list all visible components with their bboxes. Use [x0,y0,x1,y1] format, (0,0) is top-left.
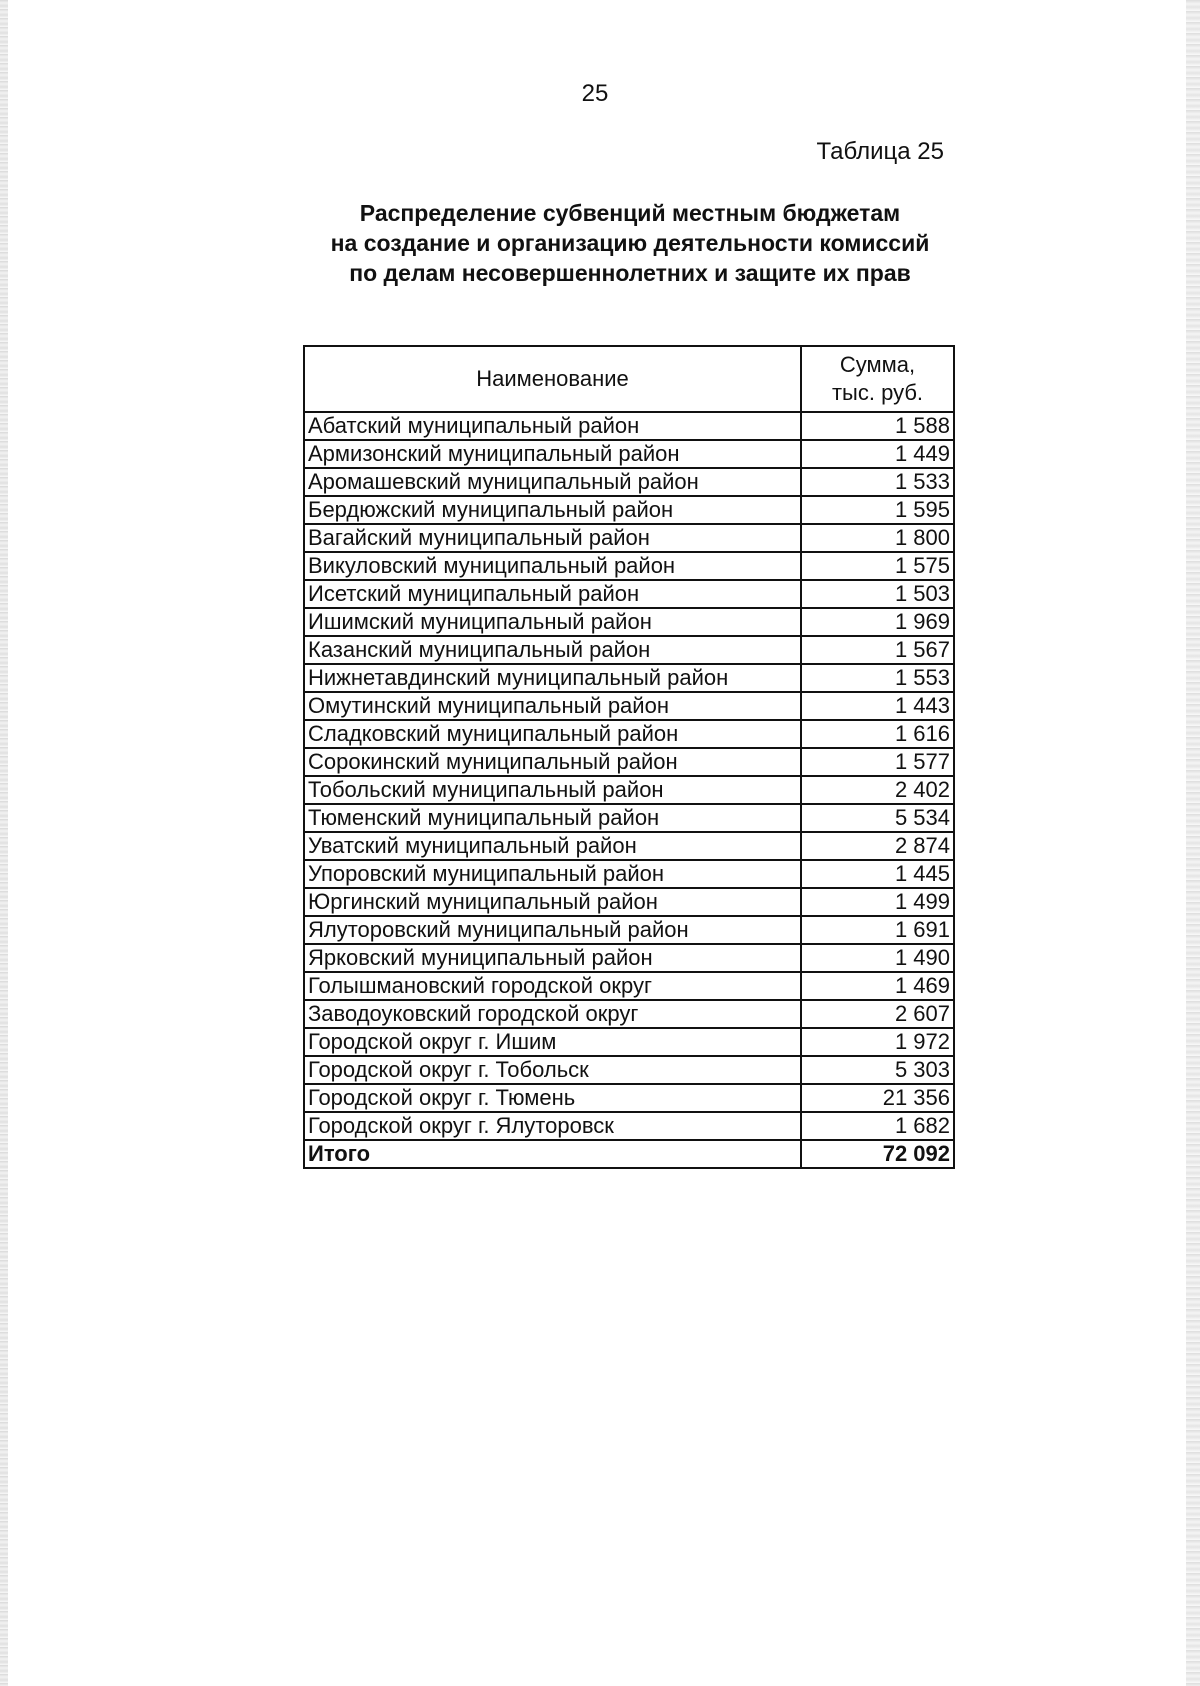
row-sum: 1 616 [801,720,954,748]
table-row [304,552,954,580]
table-row [304,972,954,1000]
row-name: Омутинский муниципальный район [304,692,801,720]
row-sum: 5 303 [801,1056,954,1084]
table-row [304,776,954,804]
total-sum: 72 092 [801,1140,954,1168]
table-row [304,412,954,440]
row-sum: 5 534 [801,804,954,832]
row-sum: 1 553 [801,664,954,692]
table-row [304,1084,954,1112]
row-name: Армизонский муниципальный район [304,440,801,468]
row-name: Юргинский муниципальный район [304,888,801,916]
subventions-table [303,345,955,1169]
row-sum: 1 533 [801,468,954,496]
row-name: Городской округ г. Ишим [304,1028,801,1056]
row-name: Бердюжский муниципальный район [304,496,801,524]
row-sum: 1 595 [801,496,954,524]
table-row [304,832,954,860]
row-sum: 2 402 [801,776,954,804]
row-sum: 1 575 [801,552,954,580]
row-sum: 2 874 [801,832,954,860]
total-row [304,1140,954,1168]
row-sum: 1 577 [801,748,954,776]
table-row [304,748,954,776]
row-sum: 2 607 [801,1000,954,1028]
table-row [304,1028,954,1056]
row-name: Заводоуковский городской округ [304,1000,801,1028]
row-name: Городской округ г. Ялуторовск [304,1112,801,1140]
row-name: Нижнетавдинский муниципальный район [304,664,801,692]
table-row [304,608,954,636]
row-sum: 1 567 [801,636,954,664]
document-title [0,198,1200,288]
row-sum: 1 503 [801,580,954,608]
row-sum: 1 588 [801,412,954,440]
row-name: Абатский муниципальный район [304,412,801,440]
table-row [304,916,954,944]
table-row [304,888,954,916]
row-name: Сладковский муниципальный район [304,720,801,748]
table-row [304,468,954,496]
row-name: Казанский муниципальный район [304,636,801,664]
table-row [304,1000,954,1028]
row-sum: 1 449 [801,440,954,468]
row-sum: 1 445 [801,860,954,888]
table-row [304,496,954,524]
header-sum-line1: Сумма, [839,352,916,377]
header-sum-line2: тыс. руб. [831,380,924,405]
table-row [304,664,954,692]
row-sum: 1 469 [801,972,954,1000]
row-name: Сорокинский муниципальный район [304,748,801,776]
row-name: Ярковский муниципальный район [304,944,801,972]
title-line: на создание и организацию деятельности комиссий [330,230,930,256]
table-row [304,636,954,664]
row-name: Ишимский муниципальный район [304,608,801,636]
row-sum: 1 499 [801,888,954,916]
row-sum: 1 490 [801,944,954,972]
row-sum: 1 969 [801,608,954,636]
row-name: Ялуторовский муниципальный район [304,916,801,944]
row-name: Городской округ г. Тюмень [304,1084,801,1112]
page-number: 25 [581,80,609,107]
row-name: Уватский муниципальный район [304,832,801,860]
table-row [304,720,954,748]
table-body [304,412,954,1168]
row-name: Упоровский муниципальный район [304,860,801,888]
row-name: Аромашевский муниципальный район [304,468,801,496]
table-row [304,1112,954,1140]
row-sum: 1 972 [801,1028,954,1056]
row-name: Голышмановский городской округ [304,972,801,1000]
table-row [304,860,954,888]
row-name: Исетский муниципальный район [304,580,801,608]
row-name: Вагайский муниципальный район [304,524,801,552]
header-name: Наименование [304,346,801,412]
title-line: Распределение субвенций местным бюджетам [359,200,901,226]
row-name: Викуловский муниципальный район [304,552,801,580]
table-row [304,580,954,608]
row-name: Городской округ г. Тобольск [304,1056,801,1084]
total-label: Итого [304,1140,801,1168]
row-name: Тюменский муниципальный район [304,804,801,832]
row-sum: 21 356 [801,1084,954,1112]
header-sum [801,346,954,412]
table-header-row [304,346,954,412]
row-sum: 1 682 [801,1112,954,1140]
table-row [304,944,954,972]
row-sum: 1 800 [801,524,954,552]
table-row [304,440,954,468]
table-caption: Таблица 25 [816,138,944,165]
table-row [304,1056,954,1084]
table-row [304,692,954,720]
title-line: по делам несовершеннолетних и защите их прав [349,260,911,286]
row-sum: 1 691 [801,916,954,944]
row-name: Тобольский муниципальный район [304,776,801,804]
table-row [304,524,954,552]
row-sum: 1 443 [801,692,954,720]
table-row [304,804,954,832]
